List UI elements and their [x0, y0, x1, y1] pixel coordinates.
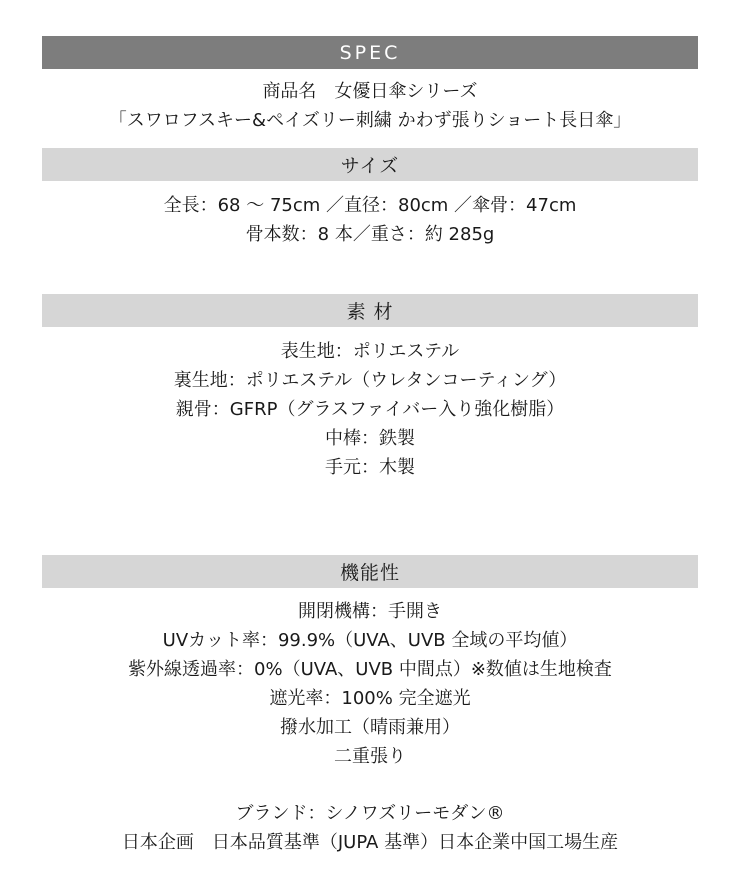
brand-section — [0, 799, 740, 857]
material-section — [0, 337, 740, 482]
material-inner-line: 裏生地：ポリエステル（ウレタンコーティング） — [173, 370, 567, 391]
brand-name-line: ブランド：シノワズリーモダン® — [235, 803, 505, 824]
size-dimensions-line: 全長：68 〜 75cm ／直径：80cm ／傘骨：47cm — [163, 195, 577, 216]
material-header-label: 素 材 — [346, 301, 394, 323]
size-header-label: サイズ — [340, 155, 400, 177]
product-title-line: 「スワロフスキー&ペイズリー刺繍 かわず張りショート長日傘」 — [108, 110, 632, 131]
function-open-line: 開閉機構：手開き — [298, 601, 442, 622]
function-transmit-line: 紫外線透過率：0%（UVA、UVB 中間点）※数値は生地検査 — [128, 659, 612, 680]
function-waterproof-line: 撥水加工（晴雨兼用） — [280, 717, 460, 738]
material-header — [42, 294, 698, 327]
function-shading-line: 遮光率：100% 完全遮光 — [269, 688, 471, 709]
spec-section — [0, 77, 740, 135]
material-shaft-line: 中棒：鉄製 — [325, 428, 415, 449]
material-rib-line: 親骨：GFRP（グラスファイバー入り強化樹脂） — [175, 399, 565, 420]
function-header — [42, 555, 698, 588]
brand-origin-line: 日本企画 日本品質基準（JUPA 基準）日本企業中国工場生産 — [121, 832, 619, 853]
function-header-label: 機能性 — [339, 562, 400, 584]
spec-header — [42, 36, 698, 69]
material-handle-line: 手元：木製 — [325, 457, 415, 478]
size-ribs-weight-line: 骨本数：8 本／重さ：約 285g — [245, 224, 495, 245]
size-header — [42, 148, 698, 181]
material-outer-line: 表生地：ポリエステル — [280, 341, 460, 362]
function-double-line: 二重張り — [334, 746, 406, 767]
spec-header-label: SPEC — [339, 41, 401, 64]
product-name-line: 商品名 女優日傘シリーズ — [262, 81, 478, 102]
function-uvcut-line: UVカット率：99.9%（UVA、UVB 全域の平均値） — [162, 630, 578, 651]
size-section — [0, 191, 740, 249]
function-section — [0, 597, 740, 771]
